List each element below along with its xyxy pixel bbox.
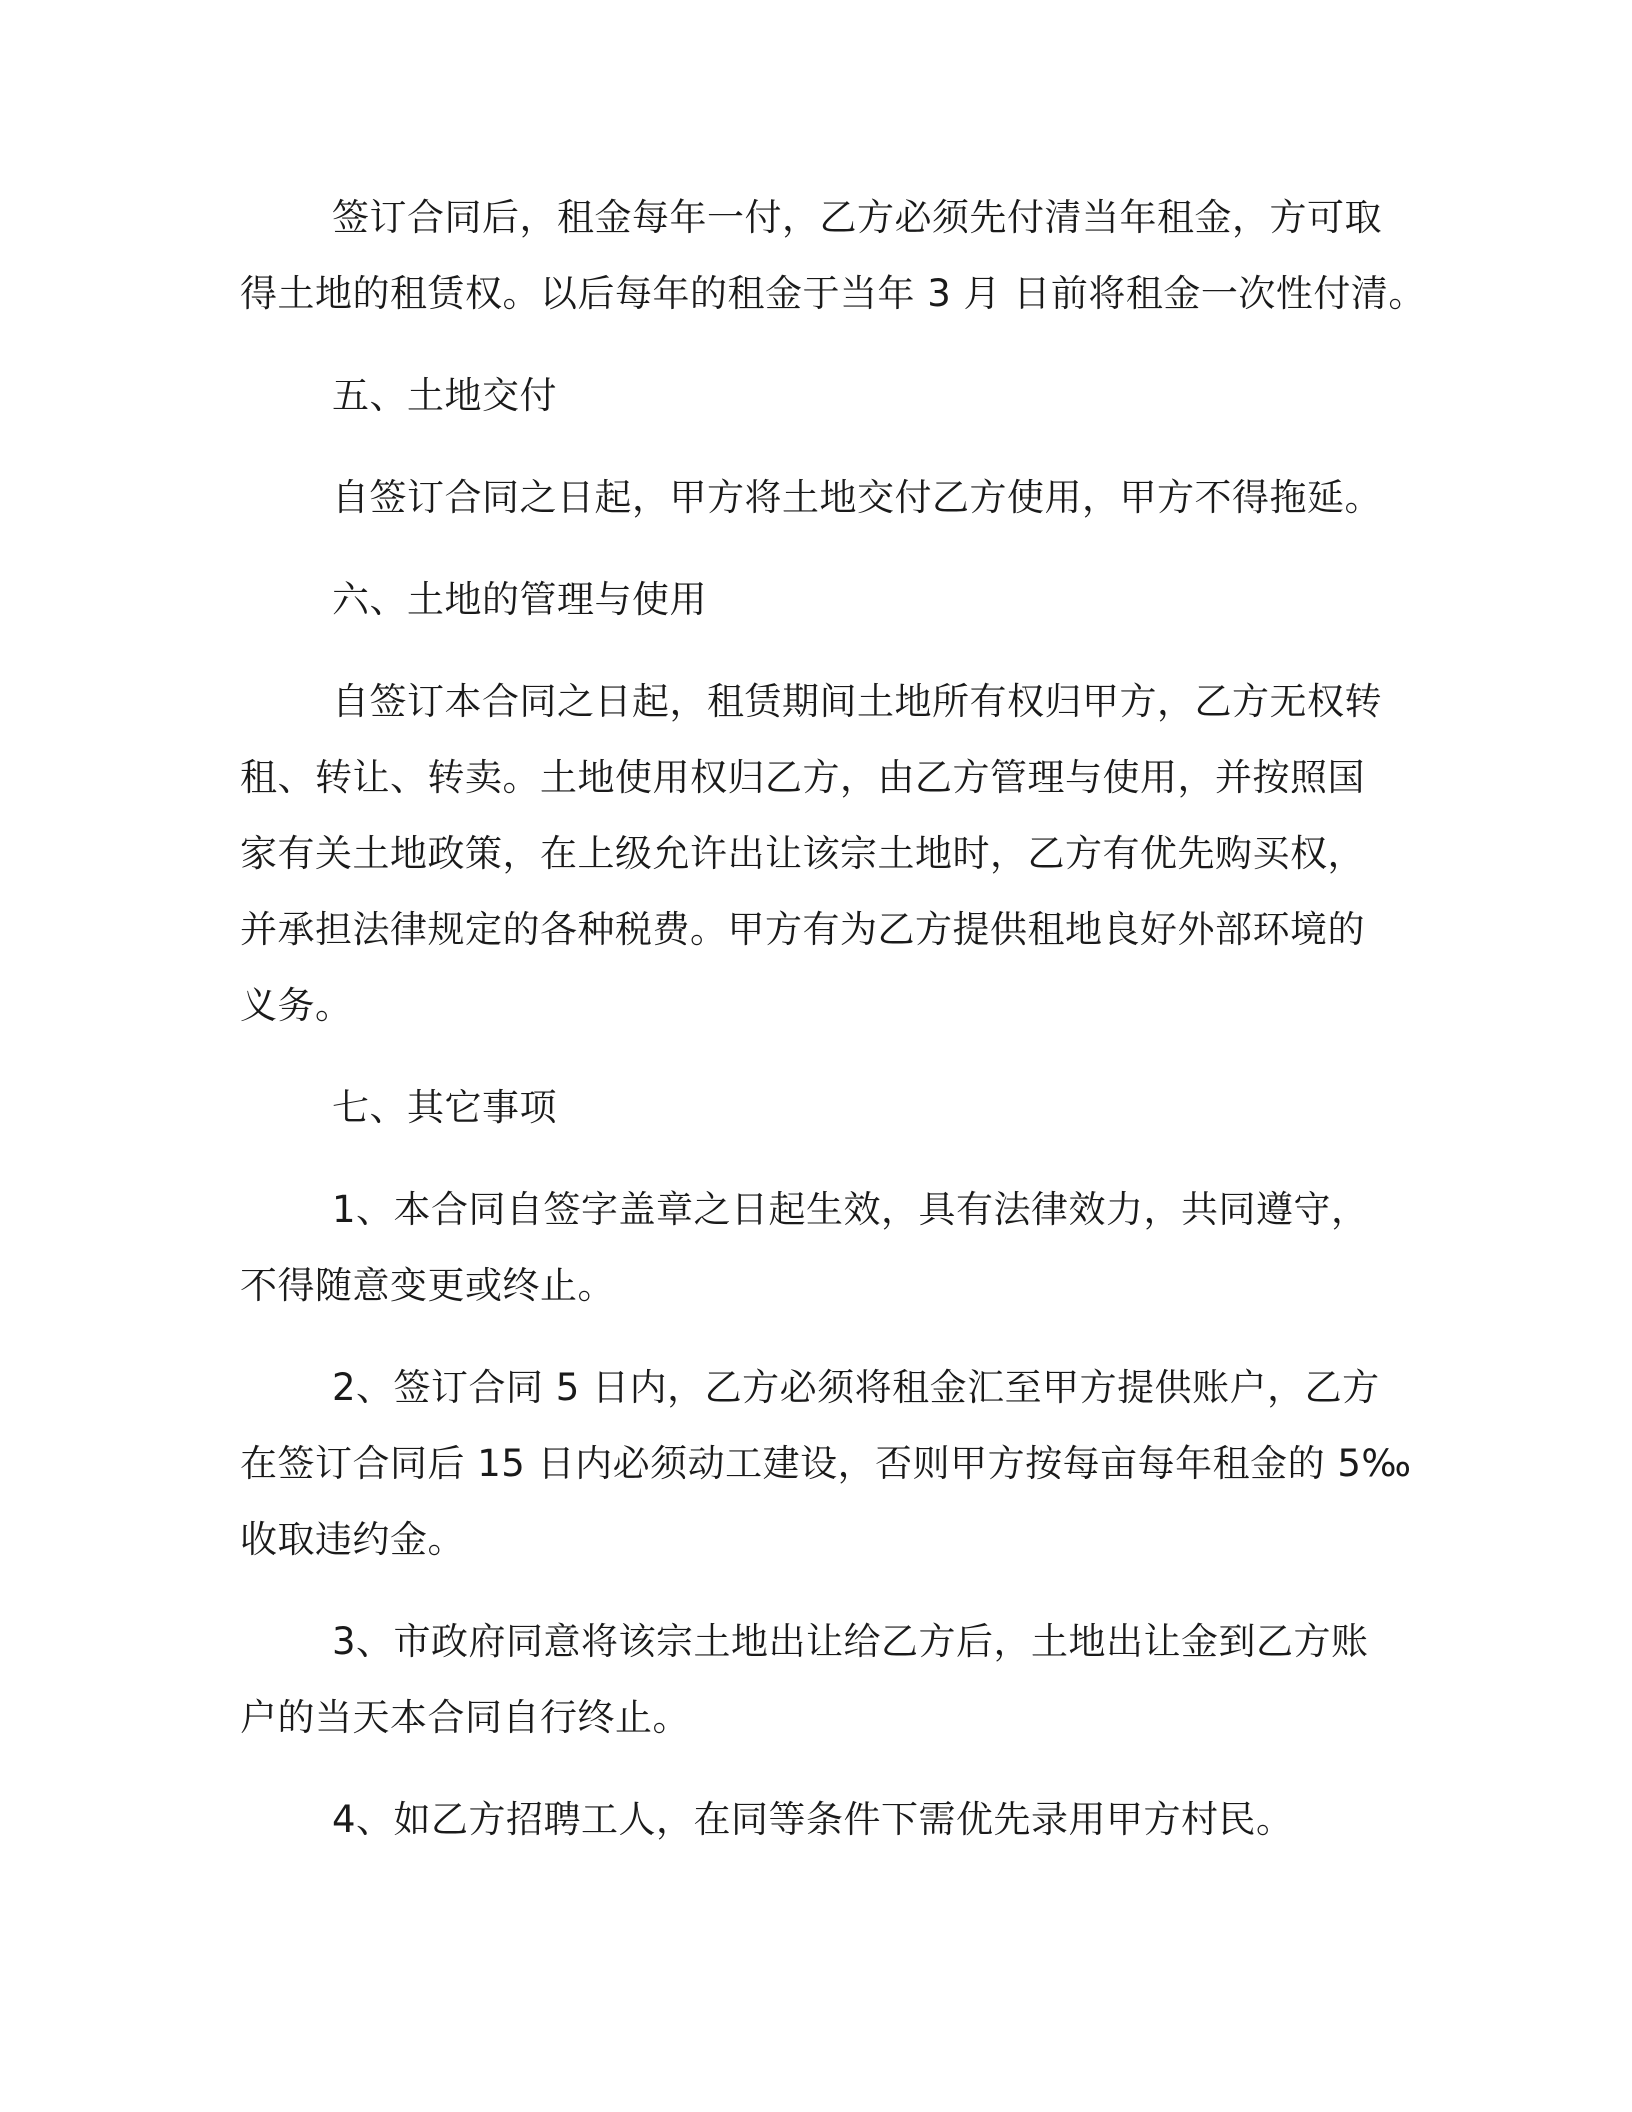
land-management-line-1: 自签订本合同之日起，租赁期间土地所有权归甲方，乙方无权转 bbox=[332, 680, 1382, 723]
land-management-line-5: 义务。 bbox=[240, 984, 353, 1027]
item-2-line-1: 2、签订合同 5 日内，乙方必须将租金汇至甲方提供账户，乙方 bbox=[332, 1366, 1380, 1409]
land-delivery-text: 自签订合同之日起，甲方将土地交付乙方使用，甲方不得拖延。 bbox=[332, 476, 1382, 519]
item-3-line-2: 户的当天本合同自行终止。 bbox=[240, 1696, 690, 1739]
item-3-line-1: 3、市政府同意将该宗土地出让给乙方后，土地出让金到乙方账 bbox=[332, 1620, 1369, 1663]
land-management-line-3: 家有关土地政策，在上级允许出让该宗土地时，乙方有优先购买权， bbox=[240, 832, 1365, 875]
clause-4-rent-payment-line-1: 签订合同后，租金每年一付，乙方必须先付清当年租金，方可取 bbox=[332, 196, 1382, 239]
heading-land-delivery: 五、土地交付 bbox=[332, 374, 557, 417]
heading-other-matters: 七、其它事项 bbox=[332, 1086, 557, 1129]
land-management-line-2: 租、转让、转卖。土地使用权归乙方，由乙方管理与使用，并按照国 bbox=[240, 756, 1365, 799]
item-1-line-2: 不得随意变更或终止。 bbox=[240, 1264, 615, 1307]
item-1-line-1: 1、本合同自签字盖章之日起生效，具有法律效力，共同遵守， bbox=[332, 1188, 1369, 1231]
clause-4-rent-payment-line-2: 得土地的租赁权。以后每年的租金于当年 3 月 日前将租金一次性付清。 bbox=[240, 272, 1426, 315]
item-4-line-1: 4、如乙方招聘工人，在同等条件下需优先录用甲方村民。 bbox=[332, 1798, 1294, 1841]
item-2-line-2: 在签订合同后 15 日内必须动工建设，否则甲方按每亩每年租金的 5‰ bbox=[240, 1442, 1412, 1485]
land-management-line-4: 并承担法律规定的各种税费。甲方有为乙方提供租地良好外部环境的 bbox=[240, 908, 1365, 951]
item-2-line-3: 收取违约金。 bbox=[240, 1518, 465, 1561]
heading-land-management: 六、土地的管理与使用 bbox=[332, 578, 707, 621]
